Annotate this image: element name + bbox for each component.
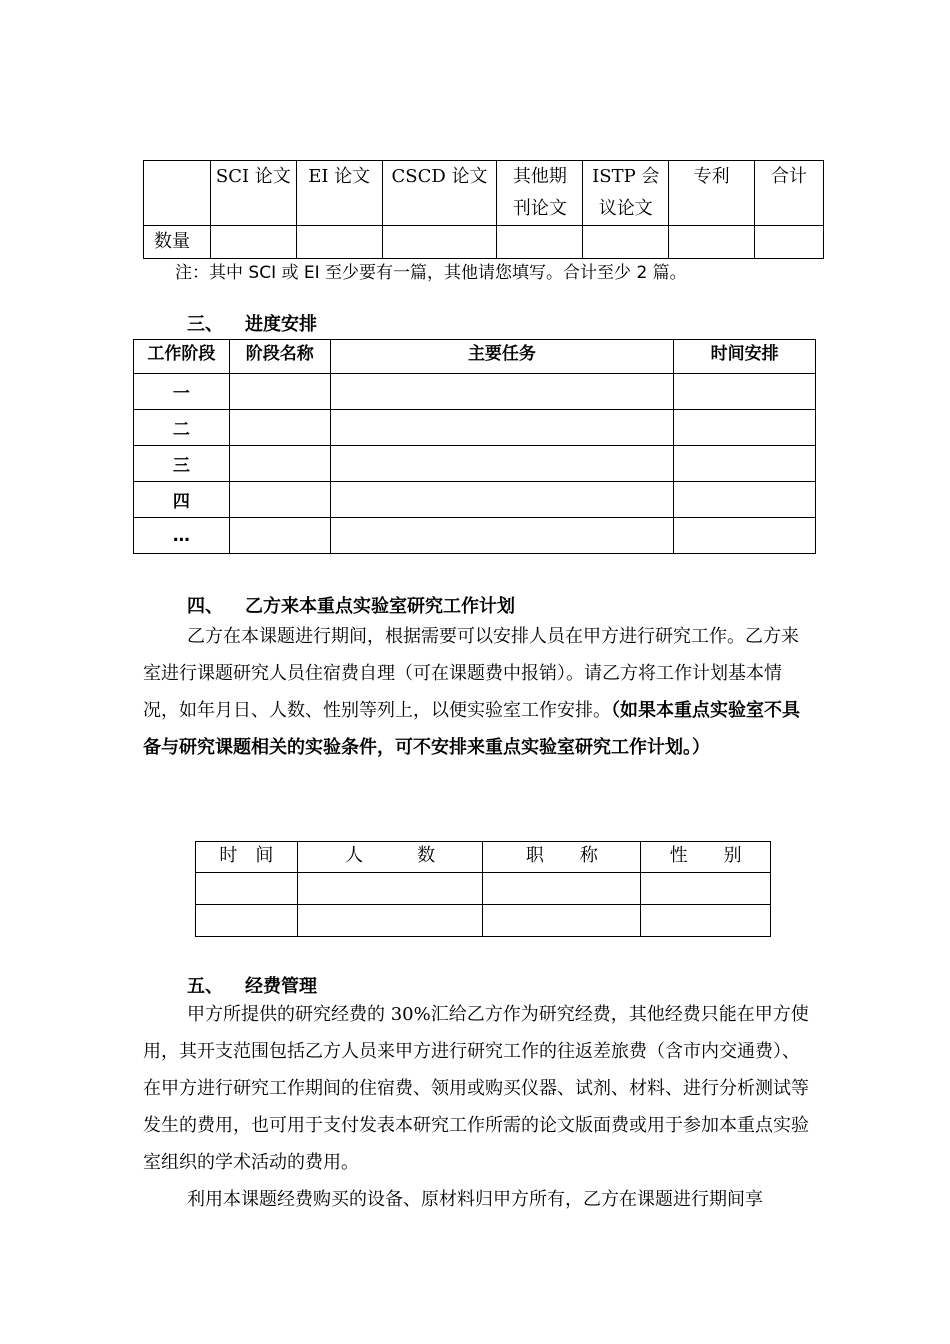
schedule-cell[interactable] bbox=[229, 374, 330, 410]
header-stage: 工作阶段 bbox=[134, 340, 230, 374]
quantity-cell[interactable] bbox=[583, 226, 669, 259]
quantity-label: 数量 bbox=[144, 226, 211, 259]
schedule-cell[interactable] bbox=[330, 446, 673, 482]
schedule-cell[interactable] bbox=[330, 374, 673, 410]
staff-cell[interactable] bbox=[196, 873, 298, 905]
schedule-cell[interactable] bbox=[674, 374, 816, 410]
staff-header-row bbox=[196, 842, 771, 873]
schedule-row bbox=[134, 374, 816, 410]
quantity-cell[interactable] bbox=[210, 226, 296, 259]
schedule-cell[interactable] bbox=[674, 446, 816, 482]
staff-cell[interactable] bbox=[641, 905, 771, 937]
section3-heading bbox=[187, 310, 317, 336]
schedule-row bbox=[134, 518, 816, 554]
header-istp-line1: ISTP 会 bbox=[592, 166, 660, 187]
stage-label: 二 bbox=[134, 410, 230, 446]
header-staff-title: 职 称 bbox=[483, 842, 641, 873]
section4-paragraph bbox=[143, 618, 813, 766]
staff-plan-table bbox=[195, 841, 771, 937]
section3-number: 三、 bbox=[187, 314, 223, 335]
schedule-cell[interactable] bbox=[674, 410, 816, 446]
quantity-row bbox=[144, 226, 824, 259]
header-cell-empty bbox=[144, 161, 211, 226]
header-total: 合计 bbox=[755, 161, 824, 226]
schedule-cell[interactable] bbox=[229, 518, 330, 554]
schedule-cell[interactable] bbox=[229, 482, 330, 518]
schedule-row bbox=[134, 446, 816, 482]
schedule-header-row bbox=[134, 340, 816, 374]
stage-label: 四 bbox=[134, 482, 230, 518]
staff-row bbox=[196, 905, 771, 937]
header-time: 时间安排 bbox=[674, 340, 816, 374]
schedule-cell[interactable] bbox=[330, 410, 673, 446]
section4-heading bbox=[187, 592, 515, 618]
schedule-table bbox=[133, 339, 816, 554]
staff-cell[interactable] bbox=[483, 873, 641, 905]
header-staff-gender: 性 别 bbox=[641, 842, 771, 873]
staff-cell[interactable] bbox=[297, 873, 483, 905]
quantity-cell[interactable] bbox=[382, 226, 497, 259]
publication-header-row bbox=[144, 161, 824, 226]
schedule-cell[interactable] bbox=[229, 446, 330, 482]
header-other-journal bbox=[497, 161, 583, 226]
staff-cell[interactable] bbox=[483, 905, 641, 937]
section5-title: 经费管理 bbox=[245, 976, 317, 997]
section4-bold-text: （如果本重点实验室不具备与研究课题相关的实验条件，可不安排来重点实验室研究工作计划。） bbox=[143, 700, 800, 758]
schedule-cell[interactable] bbox=[674, 518, 816, 554]
header-patent: 专利 bbox=[669, 161, 755, 226]
quantity-cell[interactable] bbox=[669, 226, 755, 259]
publication-note: 注：其中 SCI 或 EI 至少要有一篇，其他请您填写。合计至少 2 篇。 bbox=[175, 263, 687, 283]
schedule-row bbox=[134, 410, 816, 446]
schedule-row bbox=[134, 482, 816, 518]
schedule-cell[interactable] bbox=[330, 482, 673, 518]
publication-table bbox=[143, 160, 824, 259]
section5-text-1: 甲方所提供的研究经费的 30%汇给乙方作为研究经费，其他经费只能在甲方使用，其开支范围包括乙方人员来甲方进行研究工作的往返差旅费（含市内交通费）、在甲方进行研究工作期间的住宿费、领用或购买仪器、试剂、材料、进行分析测试等发生的费用，也可用于支付发表本研究工作所需的论文版面费或用于参加本重点实验室组织的学术活动的费用。 bbox=[143, 1004, 809, 1173]
section3-title: 进度安排 bbox=[245, 314, 317, 335]
staff-row bbox=[196, 873, 771, 905]
section5-paragraph-2 bbox=[143, 1181, 813, 1218]
stage-label: … bbox=[134, 518, 230, 554]
section5-text-2: 利用本课题经费购买的设备、原材料归甲方所有，乙方在课题进行期间享 bbox=[187, 1189, 763, 1210]
staff-cell[interactable] bbox=[641, 873, 771, 905]
section4-number: 四、 bbox=[187, 596, 223, 617]
header-sci: SCI 论文 bbox=[210, 161, 296, 226]
schedule-cell[interactable] bbox=[674, 482, 816, 518]
quantity-cell[interactable] bbox=[755, 226, 824, 259]
header-other-line2: 刊论文 bbox=[512, 198, 567, 219]
section4-title: 乙方来本重点实验室研究工作计划 bbox=[245, 596, 515, 617]
schedule-cell[interactable] bbox=[229, 410, 330, 446]
header-staff-time: 时 间 bbox=[196, 842, 298, 873]
header-ei: EI 论文 bbox=[296, 161, 382, 226]
header-istp bbox=[583, 161, 669, 226]
stage-label: 三 bbox=[134, 446, 230, 482]
stage-label: 一 bbox=[134, 374, 230, 410]
section5-heading bbox=[187, 972, 317, 998]
section5-number: 五、 bbox=[187, 976, 223, 997]
header-istp-line2: 议论文 bbox=[598, 198, 653, 219]
quantity-cell[interactable] bbox=[497, 226, 583, 259]
header-main-task: 主要任务 bbox=[330, 340, 673, 374]
quantity-cell[interactable] bbox=[296, 226, 382, 259]
staff-cell[interactable] bbox=[297, 905, 483, 937]
staff-cell[interactable] bbox=[196, 905, 298, 937]
section4-text: 乙方在本课题进行期间，根据需要可以安排人员在甲方进行研究工作。乙方来室进行课题研究人员住宿费自理（可在课题费中报销）。请乙方将工作计划基本情况，如年月日、人数、性别等列上，以便实验室工作安排。 bbox=[143, 626, 799, 721]
header-other-line1: 其他期 bbox=[512, 166, 567, 187]
section5-paragraph-1 bbox=[143, 996, 813, 1181]
header-stage-name: 阶段名称 bbox=[229, 340, 330, 374]
header-cscd: CSCD 论文 bbox=[382, 161, 497, 226]
header-staff-count: 人 数 bbox=[297, 842, 483, 873]
schedule-cell[interactable] bbox=[330, 518, 673, 554]
